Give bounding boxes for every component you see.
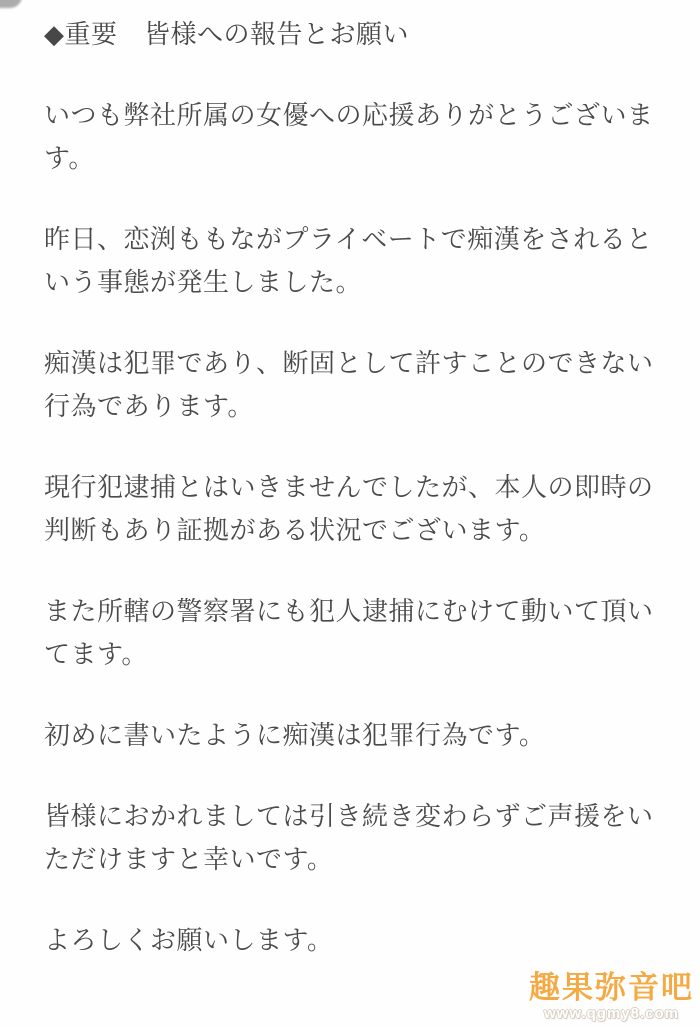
paragraph-incident: 昨日、恋渕ももながプライベートで痴漢をされるという事態が発生しました。 xyxy=(44,224,653,297)
paragraph-support-request: 皆様におかれましては引き続き変わらずご声援をいただけますと幸いです。 xyxy=(44,801,654,874)
paragraph-greeting: いつも弊社所属の女優への応援ありがとうございます。 xyxy=(44,100,654,173)
page-title: ◆重要 皆様への報告とお願い xyxy=(44,19,409,49)
watermark-site-url: www.qgmy8.com xyxy=(544,1005,679,1022)
paragraph-crime-statement: 痴漢は犯罪であり、断固として許すことのできない行為であります。 xyxy=(44,348,654,421)
paragraph-closing: よろしくお願いします。 xyxy=(44,925,334,955)
site-watermark xyxy=(529,972,694,1021)
paragraph-reiteration: 初めに書いたように痴漢は犯罪行為です。 xyxy=(44,720,546,750)
watermark-site-name: 趣果弥音吧 xyxy=(529,970,694,1005)
paragraph-evidence: 現行犯逮捕とはいきませんでしたが、本人の即時の判断もあり証拠がある状況でございます。 xyxy=(44,472,654,545)
paragraph-police: また所轄の警察署にも犯人逮捕にむけて動いて頂いてます。 xyxy=(44,596,654,669)
